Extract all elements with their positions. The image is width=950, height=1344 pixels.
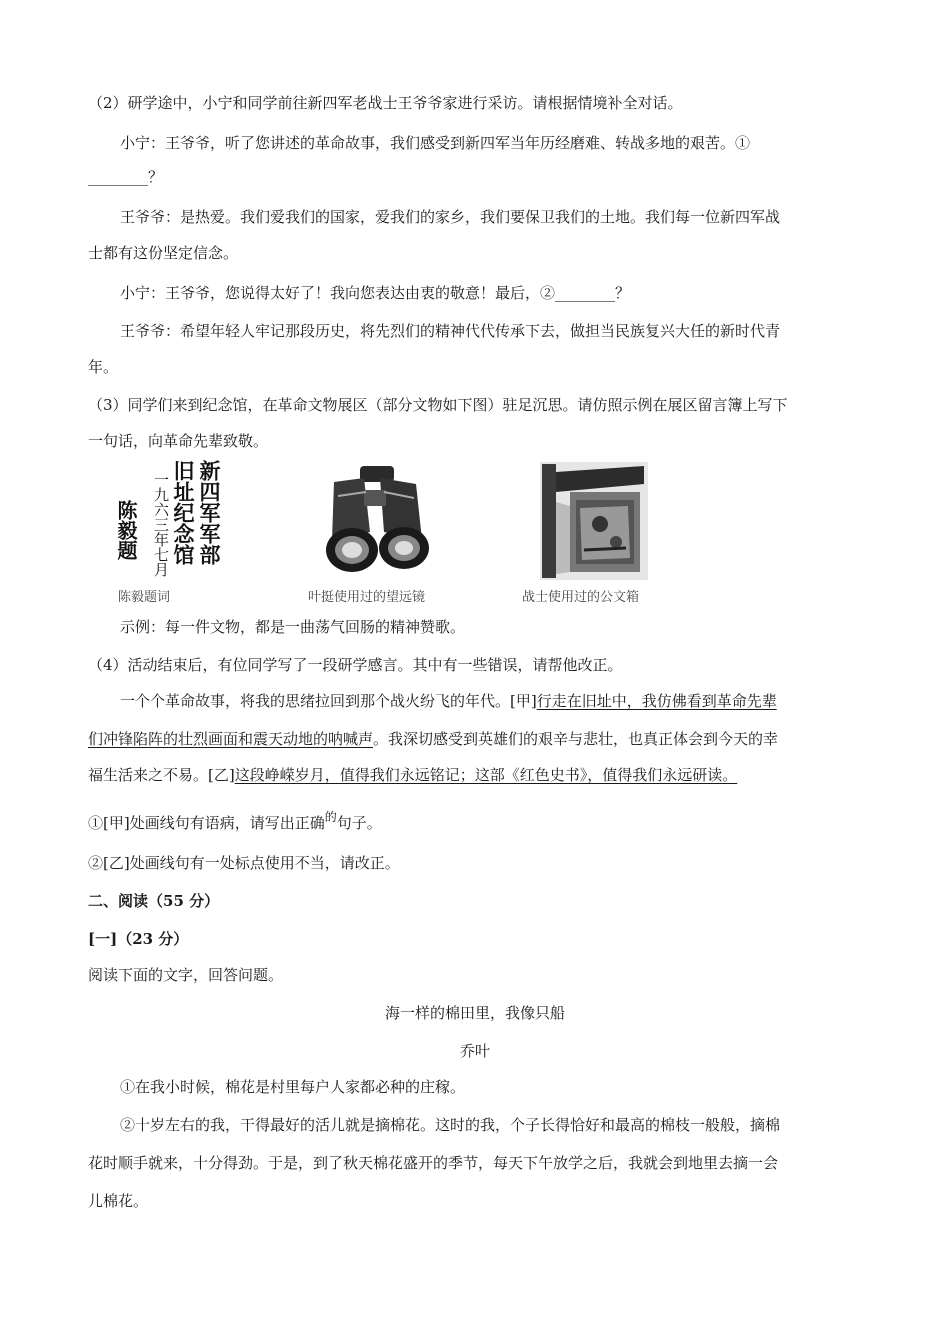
article-paragraph-2-line-2: 花时顺手就来，十分得劲。于是，到了秋天棉花盛开的季节，每天下午放学之后，我就会到地里去摘一会 xyxy=(88,1154,779,1172)
dialogue-xiaoning-2: 小宁：王爷爷，您说得太好了！我向您表达由衷的敬意！最后，②________？ xyxy=(120,284,631,302)
essay-line-1-text: 一个个革命故事，将我的思绪拉回到那个战火纷飞的年代。[甲] xyxy=(120,692,537,710)
article-paragraph-2-line-3: 儿棉花。 xyxy=(88,1192,149,1210)
caption-document-box: 战士使用过的公文箱 xyxy=(522,590,640,605)
q4-sub1-text: ①[甲]处画线句有语病，请写出正确 xyxy=(88,814,325,832)
q4-sub2: ②[乙]处画线句有一处标点使用不当，请改正。 xyxy=(88,854,400,872)
binoculars-image xyxy=(320,462,432,580)
calligraphy-inscription-image xyxy=(100,460,220,582)
dialogue-wang-2: 王爷爷：希望年轻人牢记那段历史，将先烈们的精神代代传承下去，做担当民族复兴大任的新时代青 xyxy=(120,322,781,340)
reading-instruction: 阅读下面的文字，回答问题。 xyxy=(88,966,284,984)
dialogue-xiaoning-1: 小宁：王爷爷，听了您讲述的革命故事，我们感受到新四军当年历经磨难、转战多地的艰苦。① xyxy=(120,134,751,152)
underlined-sentence-yi: 这段峥嵘岁月，值得我们永远铭记；这部《红色史书》，值得我们永远研读。 xyxy=(234,766,738,784)
dialogue-wang-2-cont: 年。 xyxy=(88,358,119,376)
article-title: 海一样的棉田里，我像只船 xyxy=(384,1004,565,1022)
q2-prompt: （2）研学途中，小宁和同学前往新四军老战士王爷爷家进行采访。请根据情境补全对话。 xyxy=(88,94,683,112)
calligraphy-col-4: 陈毅题 xyxy=(114,500,138,560)
article-paragraph-2: ②十岁左右的我，干得最好的活儿就是摘棉花。这时的我，个子长得恰好和最高的棉枝一般般，摘棉 xyxy=(120,1116,781,1134)
essay-line-2 xyxy=(88,728,778,750)
dialogue-wang-1: 王爷爷：是热爱。我们爱我们的国家，爱我们的家乡，我们要保卫我们的土地。我们每一位新四军战 xyxy=(120,208,781,226)
article-author: 乔叶 xyxy=(459,1042,490,1060)
dialogue-wang-1-cont: 士都有这份坚定信念。 xyxy=(88,244,239,262)
caption-calligraphy: 陈毅题词 xyxy=(118,590,171,605)
calligraphy-col-1: 新四军军部 xyxy=(197,460,222,565)
section-heading: 二、阅读（55 分） xyxy=(88,892,220,910)
q3-prompt: （3）同学们来到纪念馆，在革命文物展区（部分文物如下图）驻足沉思。请仿照示例在展区留言簿上写下 xyxy=(88,396,788,414)
essay-line-3-text: 福生活来之不易。[乙] xyxy=(88,766,235,784)
caption-binoculars: 叶挺使用过的望远镜 xyxy=(308,590,426,605)
document-box-image xyxy=(540,462,648,580)
q4-sub1-text-end: 句子。 xyxy=(336,814,382,832)
underlined-sentence-jia-cont: 们冲锋陷阵的壮烈画面和震天动地的呐喊声 xyxy=(88,730,374,748)
article-paragraph-1: ①在我小时候，棉花是村里每户人家都必种的庄稼。 xyxy=(120,1078,466,1096)
q4-sub1-sup: 的 xyxy=(324,810,337,824)
essay-line-2-text: 。我深切感受到英雄们的艰辛与悲壮，也真正体会到今天的幸 xyxy=(373,730,779,748)
underlined-sentence-jia: 行走在旧址中，我仿佛看到革命先辈 xyxy=(536,692,777,710)
answer-blank-1: ________？ xyxy=(88,168,164,186)
document-box-icon xyxy=(540,462,648,580)
subsection-heading: [一]（23 分） xyxy=(88,930,189,948)
q4-sub1 xyxy=(88,812,382,835)
q3-example: 示例：每一件文物，都是一曲荡气回肠的精神赞歌。 xyxy=(120,618,466,636)
q3-prompt-cont: 一句话，向革命先辈致敬。 xyxy=(88,432,269,450)
calligraphy-col-2: 旧址纪念馆 xyxy=(171,460,196,565)
calligraphy-col-3: 一九六三年七月 xyxy=(152,472,170,577)
binoculars-icon xyxy=(320,462,432,580)
essay-line-3 xyxy=(88,764,737,786)
essay-line-1 xyxy=(120,690,777,712)
q4-prompt: （4）活动结束后，有位同学写了一段研学感言。其中有一些错误，请帮他改正。 xyxy=(88,656,623,674)
